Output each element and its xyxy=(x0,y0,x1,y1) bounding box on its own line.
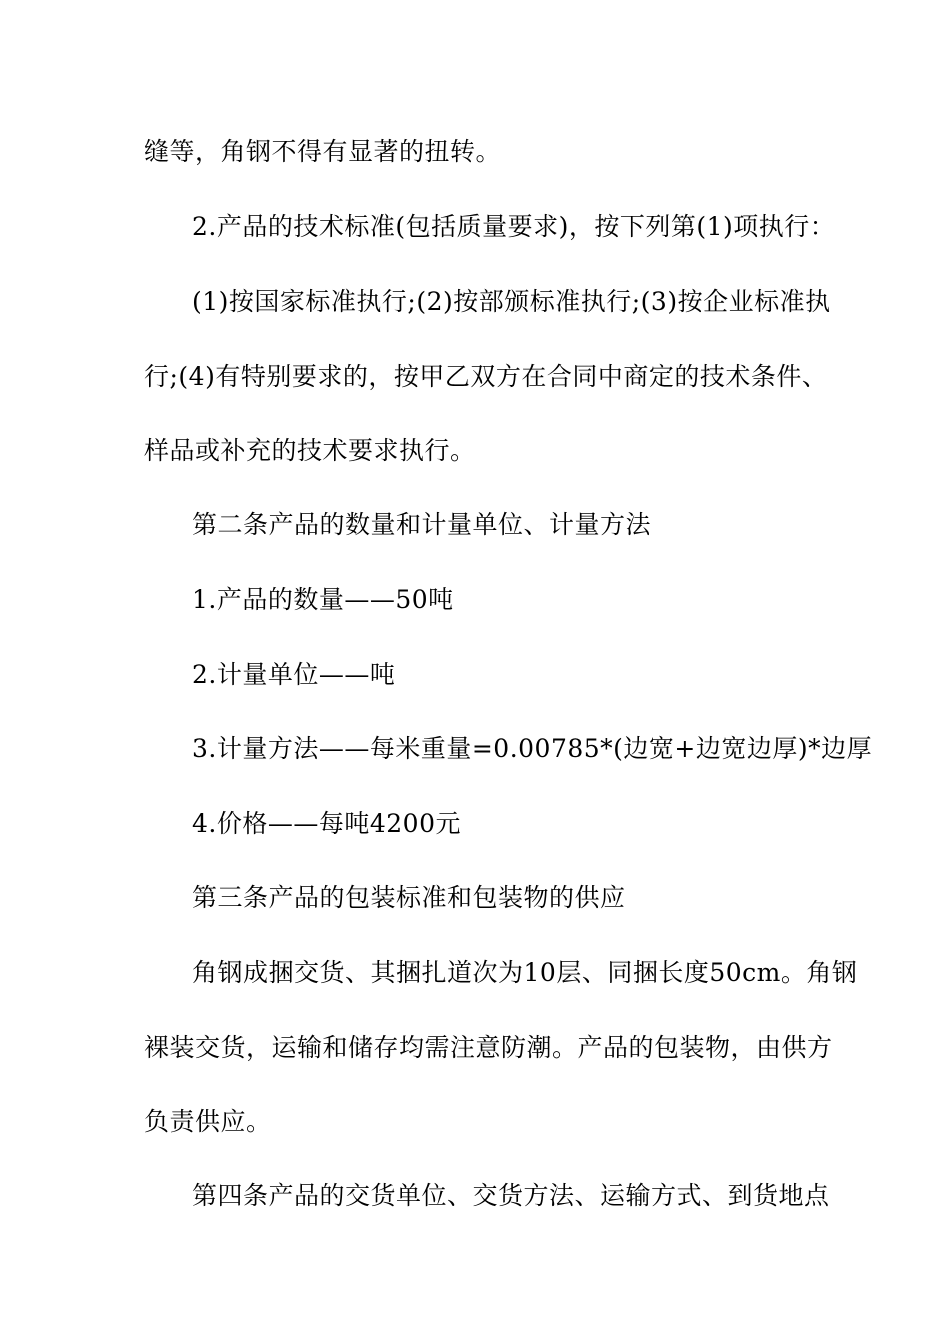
text-line-unit: 2.计量单位——吨 xyxy=(192,660,396,689)
text-line-technical-standard: 2.产品的技术标准(包括质量要求)，按下列第(1)项执行： xyxy=(192,212,836,241)
section-heading-article-4: 第四条产品的交货单位、交货方法、运输方式、到货地点 xyxy=(192,1181,830,1210)
text-line-moisture: 裸装交货，运输和储存均需注意防潮。产品的包装物，由供方 xyxy=(144,1033,833,1062)
text-line-bundling: 角钢成捆交货、其捆扎道次为10层、同捆长度50cm。角钢 xyxy=(192,958,858,987)
text-line-supply: 负责供应。 xyxy=(144,1107,272,1136)
text-line-price: 4.价格——每吨4200元 xyxy=(192,809,461,838)
text-line-continuation: 缝等，角钢不得有显著的扭转。 xyxy=(144,137,502,166)
text-line-special-requirements: 行;(4)有特别要求的，按甲乙双方在合同中商定的技术条件、 xyxy=(144,362,828,391)
section-heading-article-2: 第二条产品的数量和计量单位、计量方法 xyxy=(192,510,652,539)
text-line-sample-requirements: 样品或补充的技术要求执行。 xyxy=(144,436,476,465)
text-line-quantity: 1.产品的数量——50吨 xyxy=(192,585,454,614)
text-line-standard-options: (1)按国家标准执行;(2)按部颁标准执行;(3)按企业标准执 xyxy=(192,287,831,316)
section-heading-article-3: 第三条产品的包装标准和包装物的供应 xyxy=(192,883,626,912)
text-line-method: 3.计量方法——每米重量=0.00785*(边宽+边宽边厚)*边厚 xyxy=(192,734,873,763)
